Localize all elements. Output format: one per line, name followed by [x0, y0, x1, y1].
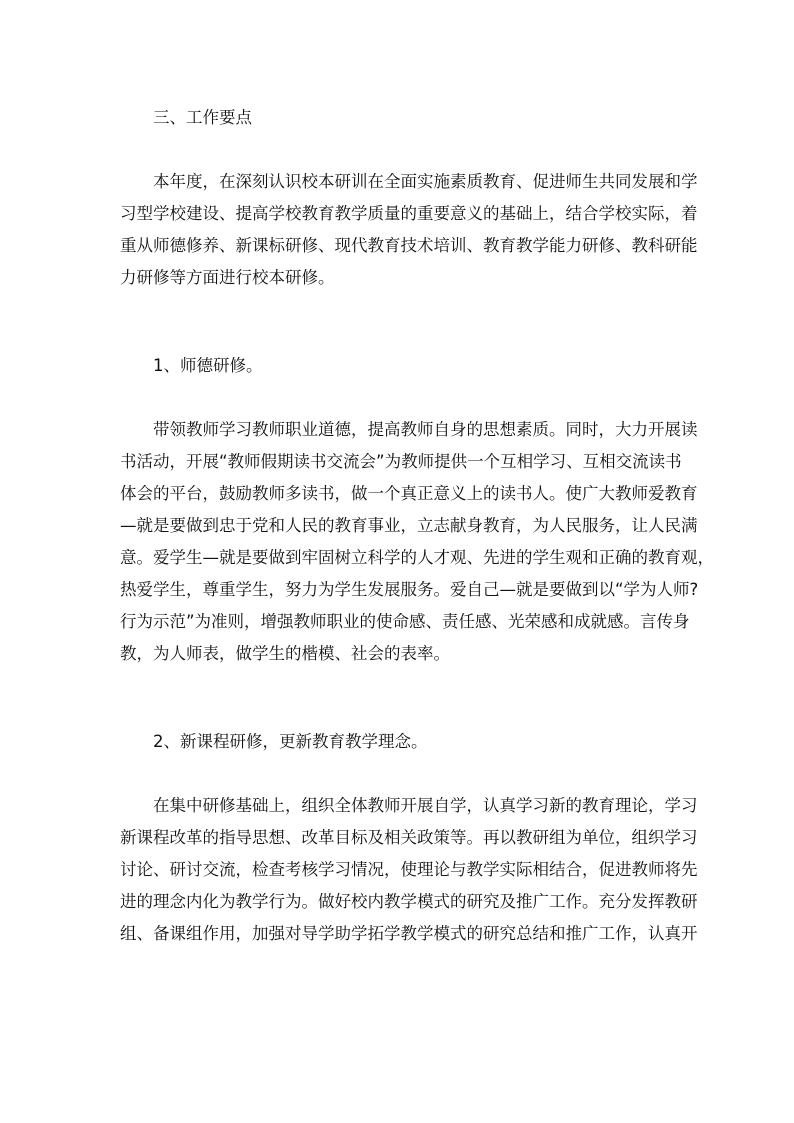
section1-line-1: 带领教师学习教师职业道德，提高教师自身的思想素质。同时，大力开展读 — [153, 420, 698, 439]
section2-title: 2、新课程研修，更新教育教学理念。 — [153, 732, 428, 751]
section2-line-1: 在集中研修基础上，组织全体教师开展自学，认真学习新的教育理论，学习 — [153, 796, 698, 815]
section1-title: 1、师德研修。 — [153, 356, 263, 375]
intro-line-4: 力研修等方面进行校本研修。 — [120, 268, 335, 287]
section1-line-4: —就是要做到忠于党和人民的教育事业，立志献身教育，为人民服务，让人民满 — [120, 516, 698, 535]
section-heading: 三、工作要点 — [153, 108, 252, 127]
section1-line-5: 意。爱学生—就是要做到牢固树立科学的人才观、先进的学生观和正确的教育观， — [120, 548, 714, 567]
section1-line-6: 热爱学生，尊重学生，努力为学生发展服务。爱自己—就是要做到以“学为人师? — [120, 580, 699, 599]
section2-line-4: 进的理念内化为教学行为。做好校内教学模式的研究及推广工作。充分发挥教研 — [120, 892, 698, 911]
section2-line-2: 新课程改革的指导思想、改革目标及相关政策等。再以教研组为单位，组织学习 — [120, 828, 698, 847]
intro-line-1: 本年度，在深刻认识校本研训在全面实施素质教育、促进师生共同发展和学 — [153, 172, 698, 191]
section2-line-5: 组、备课组作用，加强对导学助学拓学教学模式的研究总结和推广工作，认真开 — [120, 924, 698, 943]
intro-line-2: 习型学校建设、提高学校教育教学质量的重要意义的基础上，结合学校实际，着 — [120, 204, 698, 223]
intro-line-3: 重从师德修养、新课标研修、现代教育技术培训、教育教学能力研修、教科研能 — [120, 236, 698, 255]
section1-line-3: 体会的平台，鼓励教师多读书，做一个真正意义上的读书人。使广大教师爱教育 — [120, 484, 698, 503]
section1-line-2: 书活动，开展“教师假期读书交流会”为教师提供一个互相学习、互相交流读书 — [120, 452, 682, 471]
section1-line-8: 教，为人师表，做学生的楷模、社会的表率。 — [120, 644, 450, 663]
section1-line-7: 行为示范”为准则，增强教师职业的使命感、责任感、光荣感和成就感。言传身 — [120, 612, 690, 631]
section2-line-3: 讨论、研讨交流，检查考核学习情况，使理论与教学实际相结合，促进教师将先 — [120, 860, 698, 879]
